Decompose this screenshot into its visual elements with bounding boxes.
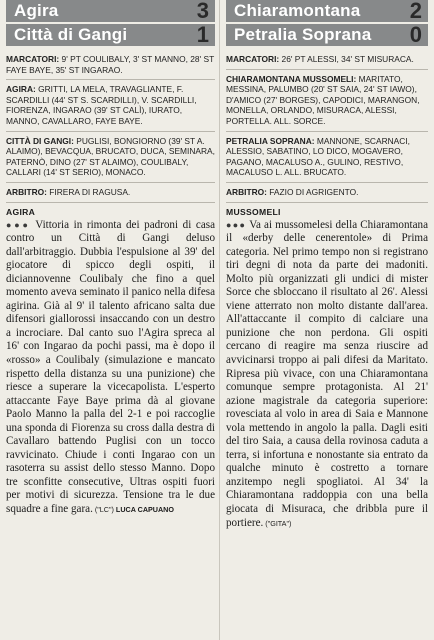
home-team-name: Chiaramontana	[234, 1, 361, 20]
article-dateline: MUSSOMELI	[226, 206, 281, 217]
home-team-goals: 3	[196, 0, 209, 23]
scoreboard-row-away	[226, 24, 428, 46]
lineup-away-text: MANNONE, SCARNACI, ALESSIO, SABATINO, LO DICO, MOGAVERO, PAGANO, MACALUSO A., GULINO, RESTIVO, MACALUSO L. ALL. BRUCATO.	[226, 135, 410, 178]
lineup-away-text: PUGLISI, BONGIORNO (39' ST A. ALAIMO), BEVACQUA, BRUCATO, DUCA, SEMINARA, PATERNÒ, DINO (27' ST ALAIMO), COULIBALY, CALLARI (14' ST SERIO), MONACO.	[6, 135, 215, 178]
scoreboard-row-home	[226, 0, 428, 22]
article-dateline: AGIRA	[6, 206, 36, 217]
scorers-text: 9' PT COULIBALY, 3' ST MANNO, 28' ST FAYE BAYE, 35' ST INGARAO.	[6, 54, 215, 75]
match-report-chiaramontana	[226, 0, 428, 530]
bullet-dots: ●●●	[6, 219, 31, 230]
away-team-goals: 0	[409, 22, 422, 47]
home-team-name: Agira	[14, 1, 59, 20]
lineup-home-label: CHIARAMONTANA MUSSOMELI:	[226, 73, 357, 84]
lineup-home	[6, 84, 215, 126]
scoreboard-row-away	[6, 24, 215, 46]
home-team-goals: 2	[409, 0, 422, 23]
bullet-dots: ●●●	[226, 219, 247, 230]
scoreboard-row-home	[6, 0, 215, 22]
scorers-line	[226, 54, 428, 65]
rule	[6, 202, 215, 203]
scorers-line	[6, 54, 215, 75]
scorers-label: MARCATORI:	[6, 54, 60, 64]
rule	[226, 182, 428, 183]
article-body	[6, 219, 215, 517]
lineup-away	[226, 136, 428, 178]
referee-text: FAZIO DI AGRIGENTO.	[266, 186, 359, 197]
author-signature: LUCA CAPUANO	[113, 505, 174, 515]
away-team-name: Petralia Soprana	[234, 25, 372, 44]
lineup-away-label: CITTÀ DI GANGI:	[6, 135, 74, 146]
rule	[226, 202, 428, 203]
column-divider	[219, 0, 220, 640]
lineup-home-text: GRITTI, LA MELA, TRAVAGLIANTE, F. SCARDILLI (44' ST S. SCARDILLI), V. SCARDILLI, FIORENZA, INGARAO (39' ST CALÌ), IURATO, MANNO, CAVALLARO, FAYE BAYE.	[6, 84, 197, 126]
lineup-home-text: MARITATO, MESSINA, PALUMBO (20' ST SAIA, 24' ST IAWO), D'AMICO (27' BORGES), CAPODICI, MARANGON, MONELLA, ORLANDO, MISURACA, ALESSI, PORTELLA. ALL. SORCE.	[226, 73, 420, 126]
away-team-goals: 1	[196, 22, 209, 47]
lineup-away-label: PETRALIA SOPRANA:	[226, 135, 315, 146]
referee-label: ARBITRO:	[6, 186, 47, 197]
lineup-home	[226, 74, 428, 127]
referee-line	[6, 187, 215, 198]
rule	[6, 79, 215, 80]
article-body	[226, 219, 428, 531]
referee-line	[226, 187, 428, 198]
rule	[6, 182, 215, 183]
referee-label: ARBITRO:	[226, 186, 267, 197]
referee-text: FIRERA DI RAGUSA.	[46, 186, 131, 197]
lineup-home-label: AGIRA:	[6, 84, 36, 95]
rule	[226, 69, 428, 70]
rule	[226, 131, 428, 132]
lineup-away	[6, 136, 215, 178]
author-tag: ("GITA")	[263, 518, 292, 528]
away-team-name: Città di Gangi	[14, 25, 128, 44]
rule	[6, 131, 215, 132]
article-text: Va ai mussomelesi della Chiaramontana il «derby delle cenerentole» di Prima categoria. Nel primo tempo non si registrano tiri degni di nota da parte dei madoniti. Molto più organizzati gli undici di mister Sorce che sbloccano il risultato al 26'. Alessi viene atterrato non molto distante dall'area. All'attaccante il compito di calciare una punizione che non perdona. Gli ospiti cercano di reagire ma senza riuscire ad avvicinarsi troppo ai pali difesi da Maritato. Ripresa più vivace, con una Chiaramontana comunque sempre protagonista. Al 21' azione magistrale da categoria superiore: rovesciata al volo in area di Saia e Mannone vola mettendo in angolo la palla. Dagli esiti del tiro Saia, a causa della rovinosa caduta a terra, si infortuna e nonostante sia entrato da qualche minuto è costretto a tornare anzitempo negli spogliatoi. Al 34' la Chiaramontana raddoppia con una bella giocata di Misuraca, che dribbla pure il portiere.	[226, 218, 428, 529]
scorers-text: 26' PT ALESSI, 34' ST MISURACA.	[279, 54, 414, 64]
article-text: Vittoria in rimonta dei padroni di casa contro un Città di Gangi deluso dall'arbitraggio. Dubbia l'espulsione al 39' del giocatore di spicco degli ospiti, il diciannovenne Coulibaly che fino a quel momento aveva seminato il panico nella difesa agirina. Già al 9' il talento africano salta due difensori giallorossi insaccando con un destro a incrociare. Dal canto suo l'Agira spreca al 16' con Ingarao da pochi passi, ma è dopo il «rosso» a Coulibaly (simulazione e mancato rispetto della distanza su una punizione) che riesce a superare la vicecapolista. L'esperto attaccante Faye Baye prima dà al giovane Paolo Manno la palla del 2-1 e poi raccoglie una sponda di Fiorenza su cross dalla destra di Cavallaro battendo Puglisi con un tocco ravvicinato. Chiude i conti Ingarao con un rasoterra su assist dello stesso Manno. Dopo tre sconfitte consecutive, Ultras ospiti fuori per motivi di sicurezza. Tensione tra le due squadre a fine gara.	[6, 218, 215, 516]
match-report-agira	[6, 0, 215, 517]
scorers-label: MARCATORI:	[226, 54, 280, 64]
author-tag: ("LC")	[92, 505, 114, 515]
